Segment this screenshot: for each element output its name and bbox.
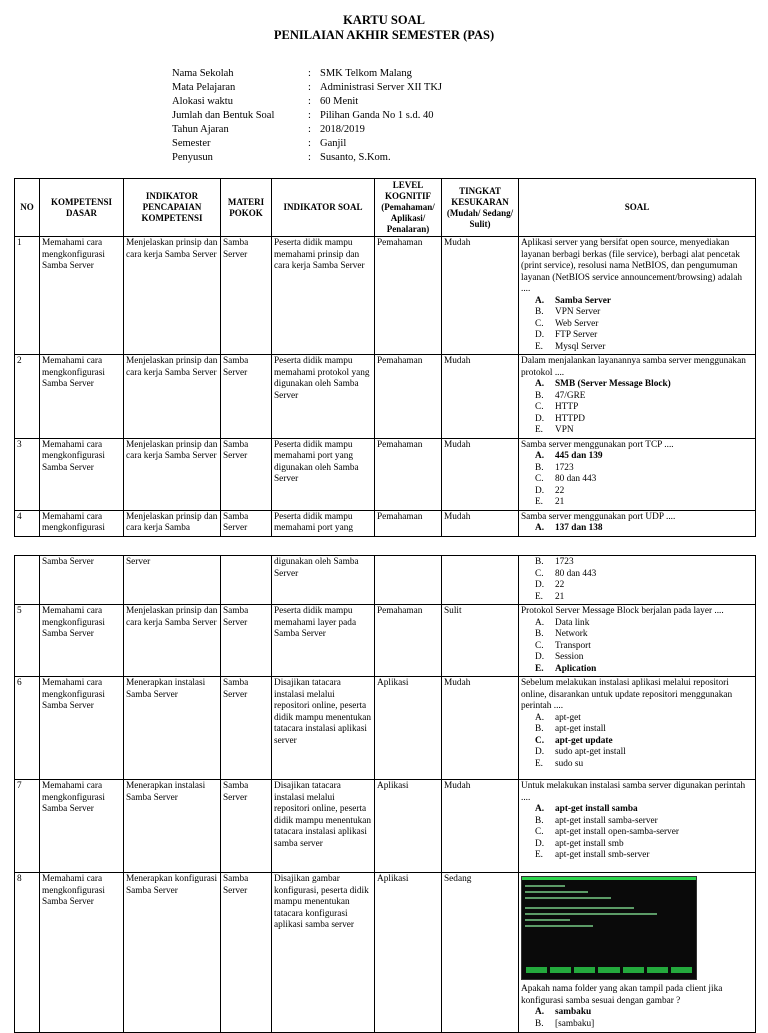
answer-option bbox=[535, 850, 753, 862]
cell-indikator-soal: Peserta didik mampu memahami layer pada Samba Server bbox=[272, 605, 375, 677]
answer-options bbox=[521, 618, 753, 676]
answer-option bbox=[535, 652, 753, 664]
option-letter: B. bbox=[535, 629, 544, 639]
cell-indikator-soal: Peserta didik mampu memahami port yang digunakan oleh Samba Server bbox=[272, 438, 375, 510]
header-indikator-pencapaian: INDIKATOR PENCAPAIAN KOMPETENSI bbox=[124, 179, 221, 237]
cell-level-kognitif: Pemahaman bbox=[375, 237, 442, 355]
cell-kompetensi-dasar: Memahami cara mengkonfigurasi Samba Server bbox=[40, 677, 124, 780]
cell-kompetensi-dasar: Memahami cara mengkonfigurasi bbox=[40, 510, 124, 536]
info-label: Mata Pelajaran bbox=[172, 82, 236, 93]
cell-indikator-pencapaian: Menjelaskan prinsip dan cara kerja Samba bbox=[124, 510, 221, 536]
info-value: 60 Menit bbox=[320, 96, 359, 107]
answer-options bbox=[521, 1007, 753, 1030]
info-label: Semester bbox=[172, 138, 211, 149]
question-text: Sebelum melakukan instalasi aplikasi melalui repositori online, disarankan untuk update repositori menggunakan perintah .... bbox=[521, 678, 733, 711]
table-row bbox=[15, 605, 756, 677]
cell-no: 5 bbox=[15, 605, 40, 677]
option-letter: E. bbox=[535, 591, 544, 602]
option-text: 21 bbox=[555, 591, 565, 602]
answer-option bbox=[535, 523, 753, 535]
option-text: 80 dan 443 bbox=[555, 474, 597, 484]
cell-kompetensi-dasar: Memahami cara mengkonfigurasi Samba Server bbox=[40, 237, 124, 355]
info-label: Penyusun bbox=[172, 152, 213, 163]
cell-soal bbox=[519, 605, 756, 677]
option-letter: C. bbox=[535, 318, 544, 329]
cell-tingkat-kesukaran: Sulit bbox=[442, 605, 519, 677]
answer-option bbox=[535, 629, 753, 641]
option-letter: A. bbox=[535, 295, 545, 306]
cell-soal bbox=[519, 510, 756, 536]
answer-option bbox=[535, 804, 753, 816]
cell-no: 4 bbox=[15, 510, 40, 536]
info-separator: : bbox=[308, 124, 311, 135]
option-text: VPN bbox=[555, 425, 574, 435]
info-separator: : bbox=[308, 68, 311, 79]
answer-option bbox=[535, 580, 753, 592]
answer-option bbox=[535, 497, 753, 509]
answer-option bbox=[535, 463, 753, 475]
answer-option bbox=[535, 816, 753, 828]
cell-kompetensi-dasar: Memahami cara mengkonfigurasi Samba Server bbox=[40, 355, 124, 439]
option-letter: B. bbox=[535, 557, 544, 567]
info-label: Nama Sekolah bbox=[172, 68, 234, 79]
cell-no: 6 bbox=[15, 677, 40, 780]
option-letter: D. bbox=[535, 330, 545, 340]
cell-level-kognitif: Pemahaman bbox=[375, 438, 442, 510]
option-letter: E. bbox=[535, 850, 544, 860]
cell-indikator-pencapaian: Menjelaskan prinsip dan cara kerja Samba Server bbox=[124, 355, 221, 439]
info-row bbox=[172, 95, 442, 109]
info-separator: : bbox=[308, 110, 311, 121]
cell-level-kognitif bbox=[375, 556, 442, 605]
info-row bbox=[172, 123, 442, 137]
answer-option bbox=[535, 391, 753, 403]
option-text: 1723 bbox=[555, 557, 574, 567]
cell-no: 3 bbox=[15, 438, 40, 510]
cell-no bbox=[15, 556, 40, 605]
answer-option bbox=[535, 307, 753, 319]
info-row bbox=[172, 81, 442, 95]
answer-option bbox=[535, 839, 753, 851]
question-table-2 bbox=[14, 555, 756, 1033]
answer-option bbox=[535, 296, 753, 308]
answer-options bbox=[521, 523, 753, 535]
header-no: NO bbox=[15, 179, 40, 237]
option-letter: B. bbox=[535, 390, 544, 401]
answer-option bbox=[535, 319, 753, 331]
option-text: HTTP bbox=[555, 402, 579, 412]
option-letter: C. bbox=[535, 402, 544, 412]
cell-soal bbox=[519, 556, 756, 605]
cell-indikator-soal: Disajikan tatacara instalasi melalui repositori online, peserta didik mampu menentukan tatacara instalasi aplikasi server bbox=[272, 677, 375, 780]
answer-options bbox=[521, 713, 753, 771]
answer-option bbox=[535, 342, 753, 354]
cell-tingkat-kesukaran bbox=[442, 556, 519, 605]
option-text: 137 dan 138 bbox=[555, 523, 603, 533]
table-row bbox=[15, 355, 756, 439]
cell-level-kognitif: Pemahaman bbox=[375, 510, 442, 536]
option-text: apt-get update bbox=[555, 735, 613, 746]
terminal-screenshot-image bbox=[521, 876, 697, 980]
cell-materi-pokok: Samba Server bbox=[221, 237, 272, 355]
cell-indikator-pencapaian: Menjelaskan prinsip dan cara kerja Samba Server bbox=[124, 438, 221, 510]
answer-option bbox=[535, 330, 753, 342]
answer-options bbox=[521, 557, 753, 603]
cell-no: 2 bbox=[15, 355, 40, 439]
option-text: sudo su bbox=[555, 758, 584, 769]
cell-no: 7 bbox=[15, 780, 40, 873]
cell-materi-pokok: Samba Server bbox=[221, 873, 272, 1033]
answer-option bbox=[535, 425, 753, 437]
cell-materi-pokok: Samba Server bbox=[221, 510, 272, 536]
question-text: Untuk melakukan instalasi samba server digunakan perintah .... bbox=[521, 781, 746, 803]
option-letter: E. bbox=[535, 425, 544, 435]
option-text: Session bbox=[555, 652, 584, 662]
option-text: apt-get install samba-server bbox=[555, 815, 658, 826]
table-row bbox=[15, 780, 756, 873]
answer-option bbox=[535, 474, 753, 486]
info-separator: : bbox=[308, 82, 311, 93]
option-letter: D. bbox=[535, 485, 545, 496]
question-text: Dalam menjalankan layanannya samba server menggunakan protokol .... bbox=[521, 356, 746, 378]
question-text: Aplikasi server yang bersifat open source, menyediakan layanan berbagi berkas (file service), berbagi alat pencetak (print service), resolusi nama NetBIOS, dan pengumuman layanan (NetBIOS service announcement/browsing) adalah .... bbox=[521, 238, 742, 294]
option-letter: A. bbox=[535, 617, 545, 628]
answer-option bbox=[535, 1019, 753, 1031]
option-letter: C. bbox=[535, 568, 544, 579]
cell-kompetensi-dasar: Memahami cara mengkonfigurasi Samba Server bbox=[40, 873, 124, 1033]
option-text: Network bbox=[555, 629, 588, 639]
option-text: Web Server bbox=[555, 318, 599, 329]
cell-tingkat-kesukaran: Mudah bbox=[442, 677, 519, 780]
header-materi-pokok: MATERI POKOK bbox=[221, 179, 272, 237]
option-text: 445 dan 139 bbox=[555, 451, 603, 461]
question-text: Samba server menggunakan port TCP .... bbox=[521, 439, 674, 450]
info-row bbox=[172, 67, 442, 81]
cell-indikator-soal: Disajikan tatacara instalasi melalui repositori online, peserta didik mampu menentukan tatacara instalasi aplikasi samba server bbox=[272, 780, 375, 873]
option-letter: D. bbox=[535, 580, 545, 590]
option-text: HTTPD bbox=[555, 413, 585, 424]
cell-soal bbox=[519, 780, 756, 873]
info-value: Pilihan Ganda No 1 s.d. 40 bbox=[320, 110, 434, 121]
cell-indikator-pencapaian: Menerapkan instalasi Samba Server bbox=[124, 677, 221, 780]
option-text: apt-get install smb-server bbox=[555, 850, 650, 860]
cell-materi-pokok: Samba Server bbox=[221, 355, 272, 439]
info-value: Ganjil bbox=[320, 138, 347, 149]
info-block bbox=[172, 67, 442, 165]
info-value: SMK Telkom Malang bbox=[320, 68, 412, 79]
cell-tingkat-kesukaran: Mudah bbox=[442, 438, 519, 510]
info-label: Tahun Ajaran bbox=[172, 124, 229, 135]
info-label: Alokasi waktu bbox=[172, 96, 233, 107]
cell-tingkat-kesukaran: Mudah bbox=[442, 780, 519, 873]
option-letter: E. bbox=[535, 758, 544, 769]
option-letter: E. bbox=[535, 341, 544, 352]
cell-materi-pokok bbox=[221, 556, 272, 605]
info-value: Susanto, S.Kom. bbox=[320, 152, 391, 163]
info-separator: : bbox=[308, 138, 311, 149]
info-value: 2018/2019 bbox=[320, 124, 365, 135]
option-letter: A. bbox=[535, 804, 545, 814]
cell-indikator-pencapaian: Menjelaskan prinsip dan cara kerja Samba Server bbox=[124, 605, 221, 677]
option-letter: A. bbox=[535, 1007, 545, 1017]
table-row bbox=[15, 873, 756, 1033]
cell-soal bbox=[519, 237, 756, 355]
cell-materi-pokok: Samba Server bbox=[221, 677, 272, 780]
option-letter: B. bbox=[535, 307, 544, 317]
option-text: sambaku bbox=[555, 1007, 592, 1017]
option-text: SMB (Server Message Block) bbox=[555, 379, 671, 389]
answer-option bbox=[535, 1007, 753, 1019]
option-text: FTP Server bbox=[555, 330, 598, 340]
option-text: 47/GRE bbox=[555, 390, 586, 401]
cell-indikator-pencapaian: Menjelaskan prinsip dan cara kerja Samba Server bbox=[124, 237, 221, 355]
cell-soal bbox=[519, 438, 756, 510]
answer-option bbox=[535, 747, 753, 759]
info-separator: : bbox=[308, 96, 311, 107]
option-letter: E. bbox=[535, 497, 544, 507]
table-row bbox=[15, 556, 756, 605]
cell-level-kognitif: Pemahaman bbox=[375, 605, 442, 677]
option-text: apt-get install open-samba-server bbox=[555, 827, 679, 837]
cell-indikator-soal: Disajikan gambar konfigurasi, peserta didik mampu menentukan tatacara konfigurasi aplikasi samba server bbox=[272, 873, 375, 1033]
option-text: apt-get install samba bbox=[555, 804, 638, 814]
cell-kompetensi-dasar: Memahami cara mengkonfigurasi Samba Server bbox=[40, 780, 124, 873]
cell-no: 8 bbox=[15, 873, 40, 1033]
cell-materi-pokok: Samba Server bbox=[221, 780, 272, 873]
option-letter: C. bbox=[535, 640, 544, 651]
answer-option bbox=[535, 557, 753, 569]
answer-option bbox=[535, 736, 753, 748]
answer-option bbox=[535, 402, 753, 414]
option-text: Aplication bbox=[555, 663, 597, 674]
cell-indikator-pencapaian: Menerapkan konfigurasi Samba Server bbox=[124, 873, 221, 1033]
cell-tingkat-kesukaran: Mudah bbox=[442, 237, 519, 355]
answer-option bbox=[535, 414, 753, 426]
info-row bbox=[172, 137, 442, 151]
option-text: sudo apt-get install bbox=[555, 747, 626, 757]
option-letter: A. bbox=[535, 451, 545, 461]
cell-level-kognitif: Aplikasi bbox=[375, 780, 442, 873]
option-letter: C. bbox=[535, 827, 544, 837]
option-text: Mysql Server bbox=[555, 341, 606, 352]
option-text: apt-get install bbox=[555, 724, 606, 734]
answer-option bbox=[535, 664, 753, 676]
answer-option bbox=[535, 641, 753, 653]
cell-materi-pokok: Samba Server bbox=[221, 605, 272, 677]
cell-soal bbox=[519, 873, 756, 1033]
option-text: 22 bbox=[555, 580, 565, 590]
question-text: Protokol Server Message Block berjalan pada layer .... bbox=[521, 606, 724, 616]
option-text: 1723 bbox=[555, 462, 574, 473]
option-letter: B. bbox=[535, 1018, 544, 1029]
answer-option bbox=[535, 451, 753, 463]
answer-option bbox=[535, 827, 753, 839]
question-text: Samba server menggunakan port UDP .... bbox=[521, 511, 676, 522]
option-letter: B. bbox=[535, 815, 544, 826]
answer-option bbox=[535, 618, 753, 630]
info-row bbox=[172, 151, 442, 165]
option-text: 22 bbox=[555, 485, 565, 496]
header-tingkat-kesukaran: TINGKAT KESUKARAN (Mudah/ Sedang/ Sulit) bbox=[442, 179, 519, 237]
doc-subtitle: PENILAIAN AKHIR SEMESTER (PAS) bbox=[273, 28, 495, 42]
answer-option bbox=[535, 759, 753, 771]
option-letter: E. bbox=[535, 663, 544, 674]
option-letter: D. bbox=[535, 413, 545, 424]
option-letter: D. bbox=[535, 747, 545, 757]
option-letter: A. bbox=[535, 523, 545, 533]
option-text: 80 dan 443 bbox=[555, 568, 597, 579]
cell-level-kognitif: Aplikasi bbox=[375, 677, 442, 780]
cell-level-kognitif: Aplikasi bbox=[375, 873, 442, 1033]
table-row bbox=[15, 237, 756, 355]
option-letter: C. bbox=[535, 474, 544, 484]
info-value: Administrasi Server XII TKJ bbox=[320, 82, 442, 93]
header-level-kognitif: LEVEL KOGNITIF (Pemahaman/ Aplikasi/ Penalaran) bbox=[375, 179, 442, 237]
answer-options bbox=[521, 451, 753, 509]
cell-soal bbox=[519, 355, 756, 439]
cell-indikator-pencapaian: Menerapkan instalasi Samba Server bbox=[124, 780, 221, 873]
option-letter: B. bbox=[535, 724, 544, 734]
option-text: Transport bbox=[555, 640, 591, 651]
table-row bbox=[15, 677, 756, 780]
header-soal: SOAL bbox=[519, 179, 756, 237]
answer-option bbox=[535, 713, 753, 725]
option-text: apt-get install smb bbox=[555, 838, 624, 849]
cell-indikator-pencapaian: Server bbox=[124, 556, 221, 605]
cell-indikator-soal: digunakan oleh Samba Server bbox=[272, 556, 375, 605]
answer-option bbox=[535, 592, 753, 604]
cell-kompetensi-dasar: Memahami cara mengkonfigurasi Samba Server bbox=[40, 605, 124, 677]
table-row bbox=[15, 438, 756, 510]
answer-option bbox=[535, 486, 753, 498]
info-separator: : bbox=[308, 152, 311, 163]
cell-indikator-soal: Peserta didik mampu memahami port yang bbox=[272, 510, 375, 536]
option-text: [sambaku] bbox=[555, 1018, 595, 1029]
option-letter: D. bbox=[535, 838, 545, 849]
cell-materi-pokok: Samba Server bbox=[221, 438, 272, 510]
header-kompetensi-dasar: KOMPETENSI DASAR bbox=[40, 179, 124, 237]
cell-level-kognitif: Pemahaman bbox=[375, 355, 442, 439]
header-indikator-soal: INDIKATOR SOAL bbox=[272, 179, 375, 237]
option-text: 21 bbox=[555, 497, 565, 507]
cell-tingkat-kesukaran: Mudah bbox=[442, 510, 519, 536]
option-letter: A. bbox=[535, 712, 545, 723]
answer-option bbox=[535, 724, 753, 736]
cell-soal bbox=[519, 677, 756, 780]
question-text: Apakah nama folder yang akan tampil pada client jika konfigurasi samba sesuai dengan gambar ? bbox=[521, 984, 723, 1006]
cell-indikator-soal: Peserta didik mampu memahami protokol yang digunakan oleh Samba Server bbox=[272, 355, 375, 439]
option-letter: C. bbox=[535, 735, 545, 746]
option-text: apt-get bbox=[555, 712, 581, 723]
cell-kompetensi-dasar: Samba Server bbox=[40, 556, 124, 605]
answer-option bbox=[535, 379, 753, 391]
table-row bbox=[15, 510, 756, 536]
info-label: Jumlah dan Bentuk Soal bbox=[172, 110, 275, 121]
cell-no: 1 bbox=[15, 237, 40, 355]
cell-indikator-soal: Peserta didik mampu memahami prinsip dan cara kerja Samba Server bbox=[272, 237, 375, 355]
answer-options bbox=[521, 296, 753, 354]
doc-title: KARTU SOAL bbox=[343, 13, 425, 27]
question-table-1 bbox=[14, 178, 756, 537]
cell-tingkat-kesukaran: Mudah bbox=[442, 355, 519, 439]
option-text: VPN Server bbox=[555, 307, 601, 317]
answer-option bbox=[535, 569, 753, 581]
info-row bbox=[172, 109, 442, 123]
option-text: Samba Server bbox=[555, 295, 612, 306]
answer-options bbox=[521, 804, 753, 862]
option-letter: D. bbox=[535, 652, 545, 662]
option-letter: B. bbox=[535, 462, 544, 473]
option-text: Data link bbox=[555, 617, 590, 628]
cell-kompetensi-dasar: Memahami cara mengkonfigurasi Samba Server bbox=[40, 438, 124, 510]
answer-options bbox=[521, 379, 753, 437]
option-letter: A. bbox=[535, 379, 545, 389]
cell-tingkat-kesukaran: Sedang bbox=[442, 873, 519, 1033]
